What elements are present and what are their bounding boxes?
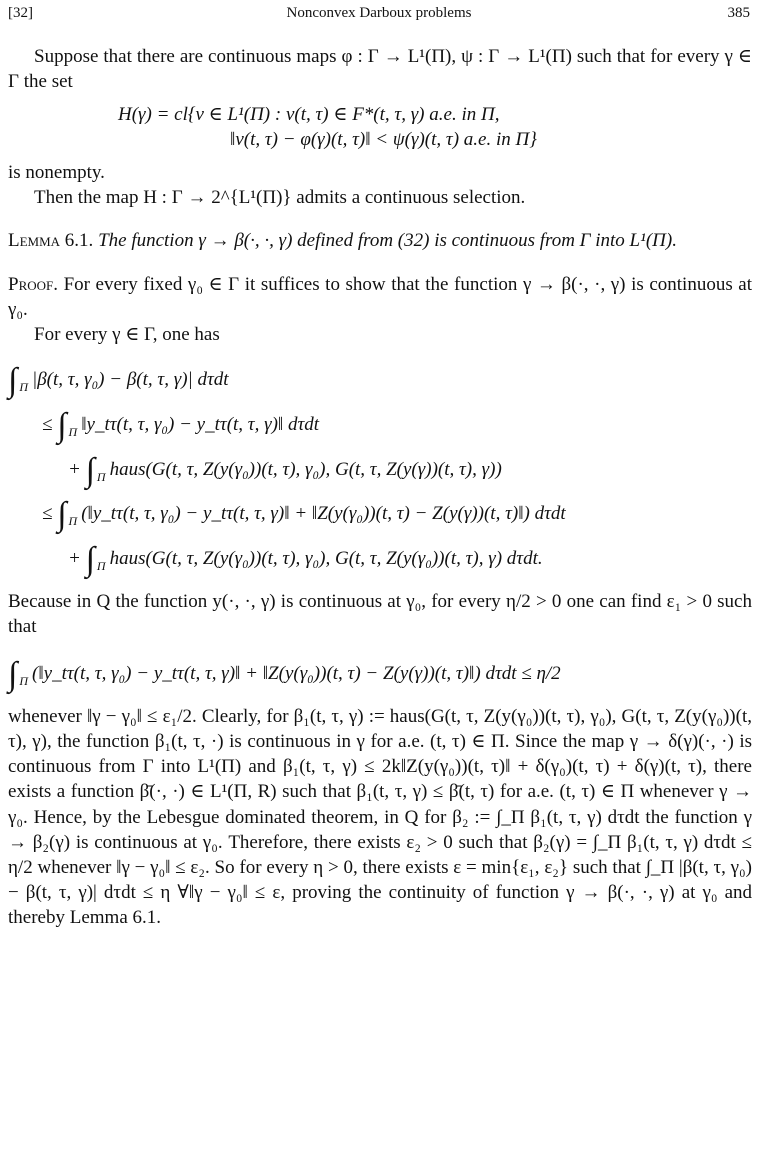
- proof-paragraph: [8, 272, 752, 322]
- display-line-5: + ∫ $_\Pi$ haus(G(t, τ, Z(y(γ₀))(t, τ), γ₀), G(t, τ, Z(y(γ₀))(t, τ), γ) dτdt.: [68, 541, 543, 579]
- display-line-1: ∫ $_\Pi$ |β(t, τ, γ₀) − β(t, τ, γ)| dτdt: [8, 361, 229, 399]
- running-title: Nonconvex Darboux problems: [286, 5, 472, 21]
- set-equation-line-2: ‖v(t, τ) − φ(γ)(t, τ)‖ < ψ(γ)(t, τ) a.e. in Π}: [230, 129, 537, 151]
- lemma-statement: [8, 228, 752, 253]
- proof-text-1: For every fixed γ₀ ∈ Γ it suffices to show that the function γ → β(·, ·, γ) is continuous at γ₀.: [8, 273, 753, 320]
- set-definition: [8, 102, 752, 152]
- selection-statement: Then the map H : Γ → 2^{L¹(Π)} admits a continuous selection.: [34, 187, 526, 209]
- conclusion-paragraph: whenever ‖γ − γ₀‖ ≤ ε₁/2. Clearly, for β₁(t, τ, γ) := haus(G(t, τ, Z(y(γ₀))(t, τ), γ₀), G(t, τ, Z(y(γ₀))(t, τ), γ), the function β₁(t, τ, ·) is continuous in γ for a.e. (t, τ) ∈ Π. Since the map γ → δ(γ)(·, ·) is continuous from Γ into L¹(Π) and β₁(t, τ, γ) ≤ 2k‖Z(y(γ₀))(t, τ)‖ + δ(γ₀)(t, τ) + δ(γ)(t, τ), there exists a function β̄(·, ·) ∈ L¹(Π, R) such that β₁(t, τ, γ) ≤ β̄(t, τ) for a.e. (t, τ) ∈ Π whenever γ → γ₀. Hence, by the Lebesgue dominated theorem, in Q for β₂ := ∫_Π β₁(t, τ, γ) dτdt the function γ → β₂(γ) is continuous at γ₀. Therefore, there exists ε₂ > 0 such that β₂(γ) = ∫_Π β₁(t, τ, γ) dτdt ≤ η/2 whenever ‖γ − γ₀‖ ≤ ε₂. So for every η > 0, there exists ε = min{ε₁, ε₂} such that ∫_Π |β(t, τ, γ₀) − β(t, τ, γ)| dτdt ≤ η ∀‖γ − γ₀‖ ≤ ε, proving the continuity of function γ → β(·, ·, γ) at γ₀ and thereby Lemma 6.1.: [8, 706, 752, 928]
- lemma-label: Lemma 6.1.: [8, 230, 94, 252]
- continuity-paragraph: Because in Q the function y(·, ·, γ) is continuous at γ₀, for every η/2 > 0 one can find ε₁ > 0 such that: [8, 591, 752, 638]
- display-line-4: ≤ ∫ $_\Pi$ (‖y_tτ(t, τ, γ₀) − y_tτ(t, τ, γ)‖ + ‖Z(y(γ₀))(t, τ) − Z(y(γ))(t, τ)‖) dτdt: [42, 496, 566, 534]
- nonempty-text: is nonempty.: [8, 162, 105, 184]
- display-line-6: ∫ $_\Pi$ (‖y_tτ(t, τ, γ₀) − y_tτ(t, τ, γ)‖ + ‖Z(y(γ₀))(t, τ) − Z(y(γ))(t, τ)‖) dτdt ≤ η/2: [8, 656, 561, 694]
- display-line-3: + ∫ $_\Pi$ haus(G(t, τ, Z(y(γ₀))(t, τ), γ₀), G(t, τ, Z(y(γ))(t, τ), γ)): [68, 451, 502, 489]
- page-header: [8, 4, 750, 28]
- page-body: [8, 44, 752, 930]
- set-equation-line-1: H(γ) = cl{v ∈ L¹(Π) : v(t, τ) ∈ F*(t, τ, γ) a.e. in Π,: [118, 104, 500, 126]
- inequality-chain: [8, 353, 752, 577]
- intro-paragraph: Suppose that there are continuous maps φ : Γ → L¹(Π), ψ : Γ → L¹(Π) such that for every γ ∈ Γ the set: [8, 46, 752, 93]
- proof-label: Proof.: [8, 273, 58, 295]
- proof-text-2: For every γ ∈ Γ, one has: [34, 323, 220, 345]
- page-number: 385: [727, 5, 750, 21]
- display-line-2: ≤ ∫ $_\Pi$ ‖y_tτ(t, τ, γ₀) − y_tτ(t, τ, γ)‖ dτdt: [42, 406, 320, 444]
- section-number: [32]: [8, 5, 33, 21]
- integral-sign: ∫: [8, 361, 18, 399]
- lemma-text: The function γ → β(·, ·, γ) defined from (32) is continuous from Γ into L¹(Π).: [98, 230, 677, 252]
